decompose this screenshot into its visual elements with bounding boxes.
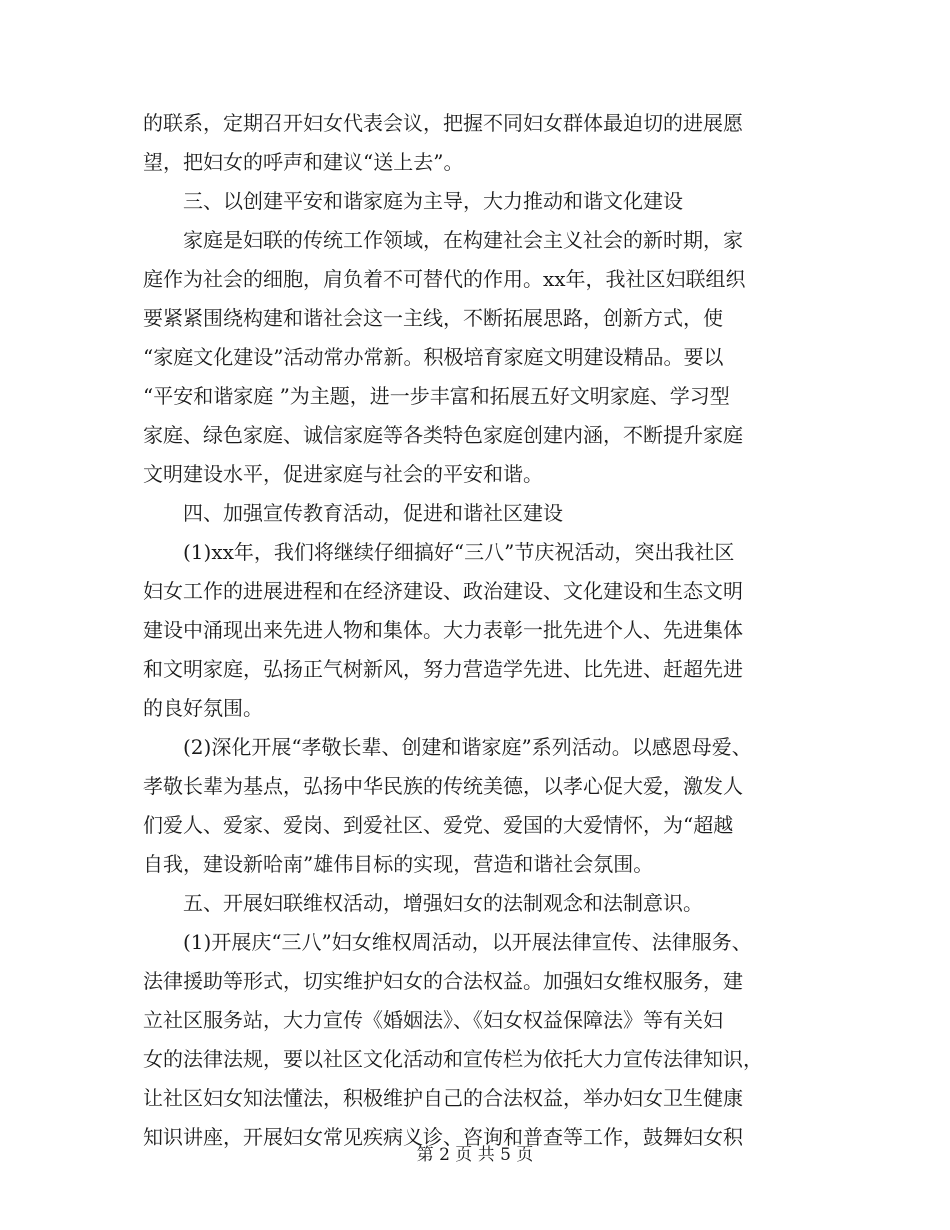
text-line: 庭作为社会的细胞，肩负着不可替代的作用。xx年，我社区妇联组织 [143,267,746,291]
text-line: (1)开展庆“三八”妇女维权周活动，以开展法律宣传、法律服务、 [183,930,752,954]
text-line: 的联系，定期召开妇女代表会议，把握不同妇女群体最迫切的进展愿 [143,111,743,135]
text-line: 望，把妇女的呼声和建议“送上去”。 [143,150,464,174]
text-line: 家庭是妇联的传统工作领域，在构建社会主义社会的新时期，家 [183,228,743,252]
text-line: 建设中涌现出来先进人物和集体。大力表彰一批先进个人、先进集体 [143,618,743,642]
text-line: 四、加强宣传教育活动，促进和谐社区建设 [183,501,563,525]
text-line: 让社区妇女知法懂法，积极维护自己的合法权益，举办妇女卫生健康 [143,1086,743,1110]
text-line: 们爱人、爱家、爱岗、到爱社区、爱党、爱国的大爱情怀，为“超越 [143,813,734,837]
text-line: 自我，建设新哈南”雄伟目标的实现，营造和谐社会氛围。 [143,852,654,876]
text-line: 要紧紧围绕构建和谐社会这一主线，不断拓展思路，创新方式，使 [143,306,723,330]
document-body [143,104,823,1157]
text-line: “家庭文化建设”活动常办常新。积极培育家庭文明建设精品。要以 [143,345,724,369]
text-line: (1)xx年，我们将继续仔细搞好“三八”节庆祝活动，突出我社区 [183,540,735,564]
text-line: 女的法律法规，要以社区文化活动和宣传栏为依托大力宣传法律知识， [143,1047,763,1071]
text-line: 立社区服务站，大力宣传《婚姻法》、《妇女权益保障法》等有关妇 [143,1008,723,1032]
text-line: 的良好氛围。 [143,696,263,720]
text-line: (2)深化开展“孝敬长辈、创建和谐家庭”系列活动。以感恩母爱、 [183,735,752,759]
page-footer: 第 2 页 共 5 页 [416,1145,534,1165]
text-line: 法律援助等形式，切实维护妇女的合法权益。加强妇女维权服务，建 [143,969,743,993]
text-line: 知识讲座，开展妇女常见疾病义诊、咨询和普查等工作，鼓舞妇女积 [143,1125,743,1149]
text-line: 家庭、绿色家庭、诚信家庭等各类特色家庭创建内涵，不断提升家庭 [143,423,743,447]
text-line: 和文明家庭，弘扬正气树新风，努力营造学先进、比先进、赶超先进 [143,657,743,681]
text-line: 孝敬长辈为基点，弘扬中华民族的传统美德，以孝心促大爱，激发人 [143,774,743,798]
text-line: 三、以创建平安和谐家庭为主导，大力推动和谐文化建设 [183,189,683,213]
text-line: 文明建设水平，促进家庭与社会的平安和谐。 [143,462,543,486]
text-line: 妇女工作的进展进程和在经济建设、政治建设、文化建设和生态文明 [143,579,743,603]
text-line: “平安和谐家庭 ”为主题，进一步丰富和拓展五好文明家庭、学习型 [143,384,730,408]
text-line: 五、开展妇联维权活动，增强妇女的法制观念和法制意识。 [183,891,703,915]
